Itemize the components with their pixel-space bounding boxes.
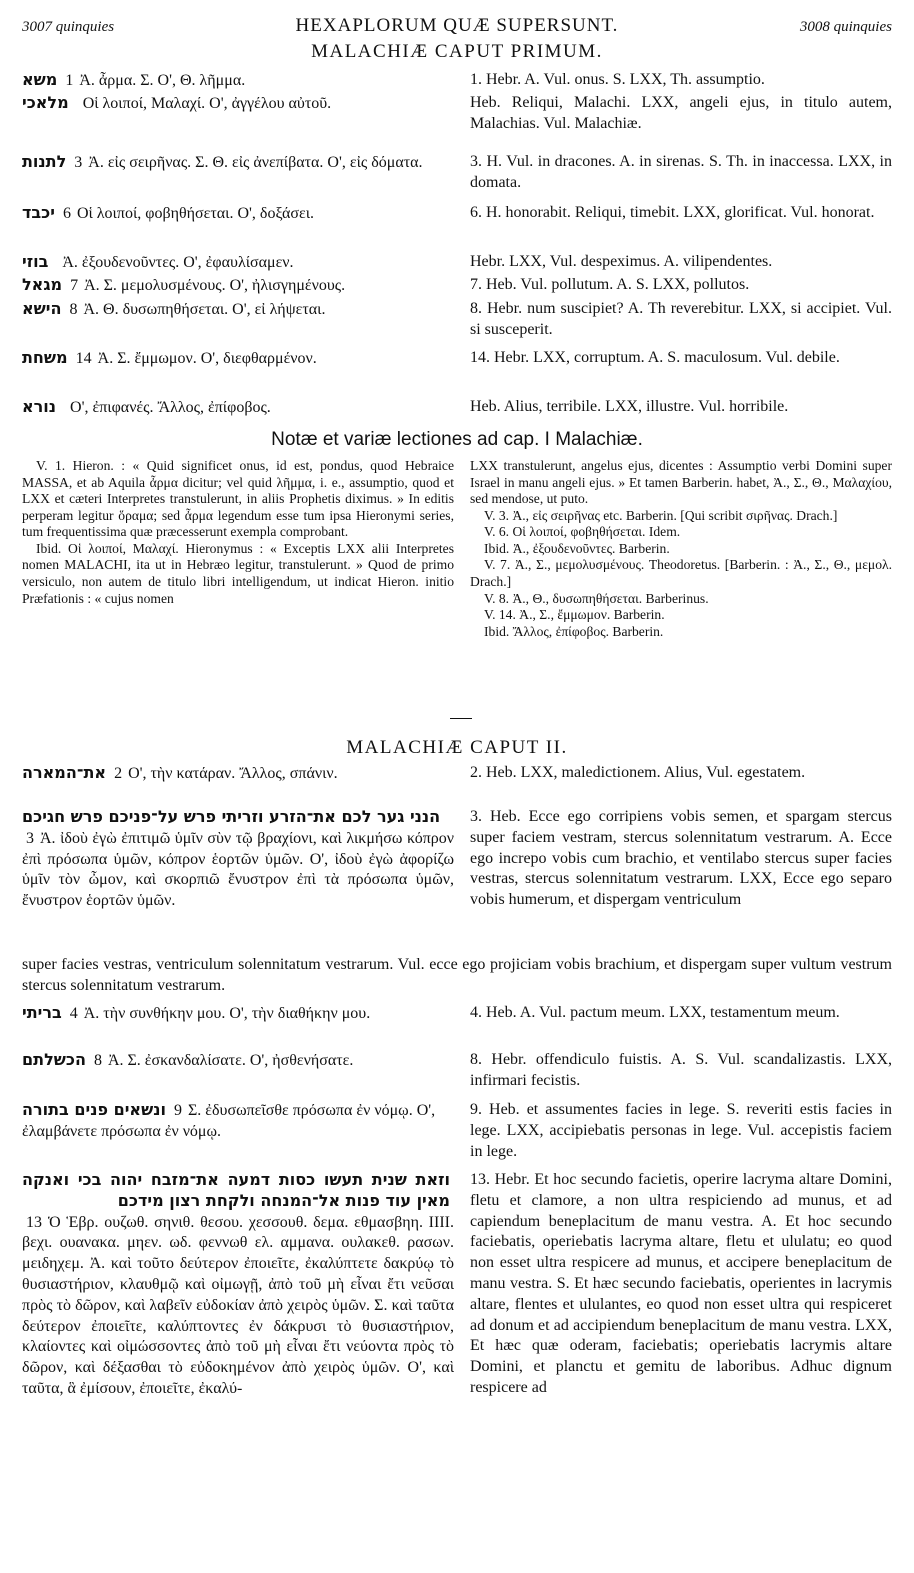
greek-reading: Ο', τὴν κατάραν. Ἄλλος, σπάνιν. — [128, 765, 338, 782]
greek-reading: Ἀ. Σ. ἔμμωμον. Ο', διεφθαρμένον. — [97, 350, 317, 367]
entry-latin: 7. Heb. Vul. pollutum. A. S. LXX, pollutos. — [470, 276, 750, 293]
verse-number: 13 — [26, 1213, 42, 1231]
section-divider — [450, 718, 472, 719]
entry-latin: 14. Hebr. LXX, corruptum. A. S. maculosum. Vul. debile. — [470, 349, 840, 366]
entry-greek — [22, 348, 454, 370]
entry-greek — [22, 252, 454, 274]
greek-reading: Ἀ. Σ. ἐσκανδαλίσατε. Ο', ἠσθενήσατε. — [107, 1052, 354, 1069]
entry-latin: Heb. Reliqui, Malachi. LXX, angeli ejus, in titulo autem, Malachias. Vul. Malachiæ. — [470, 94, 892, 132]
notes-right-column — [470, 458, 892, 640]
verse-number: 8 — [93, 1052, 102, 1069]
note-paragraph: LXX transtulerunt, angelus ejus, dicentes : Assumptio verbi Domini super Israel in manu angeli ejus. » Et tamen Barberin. habet, Ἀ., Σ., Θ., Μαλαχίου, sed mendose, ut puto. — [470, 458, 892, 507]
entry-latin: 2. Heb. LXX, maledictionem. Alius, Vul. egestatem. — [470, 764, 806, 781]
entry-greek — [22, 807, 454, 912]
chapter-title: MALACHIÆ CAPUT PRIMUM. — [311, 41, 603, 62]
entry-latin: 6. H. honorabit. Reliqui, timebit. LXX, glorificat. Vul. honorat. — [470, 204, 875, 221]
hebrew-lemma: מלאכי — [22, 93, 69, 112]
entry-latin: 4. Heb. A. Vul. pactum meum. LXX, testamentum meum. — [470, 1004, 840, 1021]
entry-latin: Heb. Alius, terribile. LXX, illustre. Vul. horribile. — [470, 398, 789, 415]
entry-latin: 3. H. Vul. in dracones. A. in sirenas. S. Th. in inaccessa. LXX, in domata. — [470, 153, 892, 191]
greek-reading: Ὁ Ἑβρ. ουζωθ. σηνιθ. θεσου. χεσσουθ. δεμα. εθμασβηη. ΙΙΙΙ. βεχι. ουανακα. μηεν. ωδ. φεννωθ ελ. αμμανα. ουλακεθ. ρασων. μειδηχεμ. Ἀ. καὶ τοῦτο δεύτερον ἐποιεῖτε, ἐκαλύπτετε δακρύῳ τὸ θυσιαστήριον, κλαυθμῷ καὶ οἰμωγῇ, ἀπὸ τοῦ μὴ εἶναι ἔτι νεῦσαι πρὸς τὸ δῶρον, καὶ λαβεῖν εὐδοκίαν ἀπὸ χειρὸς ὑμῶν. Σ. καὶ ταῦτα δεύτερον ἐποιεῖτε, καλύπτοντες ἐν δάκρυσι τὸ θυσιαστήριον, κλαίοντες καὶ οἰμώσσοντες ἀπὸ τοῦ μὴ εἶναι ἔτι νεύοντα πρὸς τὸ δῶρον, καὶ δέξασθαι τὸ εὐδοκημένον ἀπὸ χειρὸς ὑμῶν. Ο', καὶ ταῦτα, ἃ ἐμίσουν, ἐποιεῖτε, ἐκαλύ- — [22, 1213, 454, 1397]
hebrew-lemma: נורא — [22, 397, 57, 416]
greek-reading: Οἱ λοιποί, φοβηθήσεται. Ο', δοξάσει. — [76, 205, 315, 222]
greek-reading: Ἀ. Θ. δυσωπηθήσεται. Ο', εἰ λήψεται. — [83, 301, 326, 318]
notes-left-column — [22, 458, 454, 607]
entry-latin: 9. Heb. et assumentes facies in lege. S. reveriti estis facies in lege. LXX, accipiebatis personas in lege. Vul. accepistis faciem in lege. — [470, 1101, 892, 1160]
note-paragraph: V. 3. Ἀ., εἰς σειρῆνας etc. Barberin. [Qui scribit σιρῆνας. Drach.] — [484, 507, 838, 523]
greek-reading: Ἀ. ἰδοὺ ἐγὼ ἐπιτιμῶ ὑμῖν σὺν τῷ βραχίονι, καὶ λικμήσω κόπρον ἐπὶ πρόσωπα ὑμῶν, κόπρον ἑορτῶν ὑμῶν. Ο', ἰδοὺ ἐγὼ ἀφορίζω ὑμῖν τὸν ὦμον, καὶ σκορπιῶ ἔνυστρον ἐπὶ τὰ πρόσωπα ὑμῶν, ἔνυστρον ἑορτῶν ὑμῶν. — [22, 829, 454, 910]
entry-greek — [22, 1050, 454, 1072]
verse-number: 7 — [70, 277, 79, 294]
right-page-number: 3008 quinquies — [799, 19, 892, 35]
entry-greek — [22, 1003, 454, 1025]
hebrew-lemma: משא — [22, 70, 58, 89]
verse-number: 14 — [75, 350, 92, 367]
greek-reading: Ἀ. Σ. μεμολυσμένους. Ο', ἠλισγημένους. — [84, 277, 346, 294]
hebrew-lemma: הכשלתם — [22, 1050, 86, 1069]
verse-number: 9 — [173, 1102, 182, 1119]
entry-greek — [22, 397, 454, 419]
hebrew-lemma: לתנות — [22, 152, 67, 171]
verse-number: 8 — [69, 301, 78, 318]
greek-reading: Οἱ λοιποί, Μαλαχί. Ο', ἀγγέλου αὐτοῦ. — [82, 95, 332, 112]
greek-reading: Ἀ. τὴν συνθήκην μου. Ο', τὴν διαθήκην μου. — [83, 1005, 371, 1022]
hebrew-lemma: בריתי — [22, 1003, 62, 1022]
note-paragraph: V. 1. Hieron. : « Quid significet onus, id est, pondus, quod Hebraice MASSA, et ab Aquila ἆρμα dicitur; vel quid λῆμμα, i. e., assumptio, quod et LXX et cæteri Interpretes transtulerunt, in aliis Prophetis diximus. » In editis perperam legitur ὅραμα; sed ἆρμα legendum esse tum ipsa Hieronymi series, tum frequentissima quæ præcesserunt exempla comprobant. — [22, 458, 454, 540]
left-page-number: 3007 quinquies — [22, 19, 115, 35]
note-paragraph: V. 8. Ἀ., Θ., δυσωπηθήσεται. Barberinus. — [484, 590, 709, 606]
entry-greek — [22, 763, 454, 785]
verse-number: 2 — [114, 765, 123, 782]
entry-greek — [22, 152, 454, 174]
note-paragraph: Ibid. Ἄλλος, ἐπίφοβος. Barberin. — [484, 623, 664, 639]
hebrew-lemma: בוזי — [22, 252, 49, 271]
entry-latin: 13. Hebr. Et hoc secundo facietis, operire lacryma altare Domini, fletu et clamore, a non ultra respiciendo ad munus, et ad capiendum beneplacitum de manu vestra. A. Et hoc secundo faciebatis, operiebatis lacryma altare, fletu et ululatu; eo quod non esset ultra respicere ad munus, et accipere beneplacitum de manu vestra. S. Et hæc secundo faciebatis, operientes in lacrymis altare, flentes et ululantes, eo quod non esset ultra qui respiceret ad donum et ad accipiendum beneplacitum de manu vestra. LXX, Et hæc quæ oderam, faciebatis; operiebatis lacrymis altare Domini, et planctu et gemitu de laboribus. Adhuc dignum respicere ad — [470, 1171, 892, 1396]
entry-greek — [22, 1100, 454, 1143]
note-paragraph: V. 14. Ἀ., Σ., ἔμμωμον. Barberin. — [484, 607, 665, 623]
entry-latin: 3. Heb. Ecce ego corripiens vobis semen, et spargam stercus super faciem vestram, stercus solennitatum vestrarum. A. Ecce ego increpo vobis cum brachio, et ventilabo stercus super facies vestras, stercus solennitatum vestrarum. LXX, Ecce ego separo vobis humerum, et dispergam ventriculum — [470, 808, 892, 909]
note-paragraph: Ibid. Ἀ., ἐξουδενοῦντες. Barberin. — [484, 540, 670, 556]
greek-reading: Ο', ἐπιφανές. Ἄλλος, ἐπίφοβος. — [70, 399, 271, 416]
hebrew-lemma: וזאת שנית תעשו כסות דמעה את־מזבח יהוה בכי ואנקה מאין עוד פנות אל־המנחה ולקחת רצון מידכם — [22, 1170, 450, 1210]
entry-greek — [22, 1170, 454, 1400]
entry-latin: 8. Hebr. num suscipiet? A. Th reverebitur. LXX, si accipiet. Vul. si susceperit. — [470, 300, 892, 338]
entry-greek — [22, 70, 454, 92]
running-title: HEXAPLORUM QUÆ SUPERSUNT. — [295, 15, 619, 36]
notes-title: Notæ et variæ lectiones ad cap. I Malachiæ. — [271, 429, 643, 450]
entry-latin: Hebr. LXX, Vul. despeximus. A. vilipendentes. — [470, 253, 773, 270]
entry-latin: 8. Hebr. offendiculo fuistis. A. S. Vul. scandalizastis. LXX, infirmari fecistis. — [470, 1051, 892, 1089]
greek-reading: Ἀ. ἐξουδενοῦντες. Ο', ἐφαυλίσαμεν. — [62, 254, 294, 271]
entry-greek — [22, 203, 454, 225]
verse-number: 3 — [74, 154, 83, 171]
running-header — [22, 14, 892, 39]
hebrew-lemma: הנני גער לכם את־הזרע וזריתי פרש על־פניכם פרש חגיכם — [22, 807, 441, 826]
verse-number: 1 — [65, 72, 74, 89]
note-paragraph: V. 6. Οἱ λοιποί, φοβηθήσεται. Idem. — [484, 524, 681, 540]
entry-greek — [22, 299, 454, 321]
verse-number: 4 — [69, 1005, 78, 1022]
greek-reading: Ἀ. εἰς σειρῆνας. Σ. Θ. εἰς ἀνεπίβατα. Ο', εἰς δόματα. — [88, 154, 423, 171]
entry-greek — [22, 275, 454, 297]
hebrew-lemma: משחת — [22, 348, 68, 367]
greek-reading: Σ. ἐδυσωπεῖσθε πρόσωπα ἐν νόμῳ. Ο', ἐλαμβάνετε πρόσωπα ἐν νόμῳ. — [22, 1102, 436, 1140]
hebrew-lemma: את־המארה — [22, 763, 107, 782]
hebrew-lemma: הישא — [22, 299, 62, 318]
verse-number: 3 — [26, 829, 34, 847]
chapter-title: MALACHIÆ CAPUT II. — [346, 737, 568, 758]
note-paragraph: Ibid. Οἱ λοιποί, Μαλαχί. Hieronymus : « Exceptis LXX alii Interpretes nomen MALACHI, ita ut in Hebræo legitur, transtulerunt. » Quod de primo versiculo, non autem de titulo libri intelligendum, ut indicat Hieron. initio Præfationis : « cujus nomen — [22, 540, 454, 606]
hebrew-lemma: ונשאים פנים בתורה — [22, 1100, 166, 1119]
note-paragraph: V. 7. Ἀ., Σ., μεμολυσμένους. Theodoretus. [Barberin. : Ἀ., Σ., Θ., μεμολ. Drach.] — [470, 557, 892, 590]
verse-number: 6 — [62, 205, 71, 222]
entry-greek — [22, 93, 454, 115]
hebrew-lemma: יכבד — [22, 203, 55, 222]
hebrew-lemma: מגאל — [22, 275, 63, 294]
greek-reading: Ἀ. ἆρμα. Σ. Ο', Θ. λῆμμα. — [79, 72, 246, 89]
entry-continuation: super facies vestras, ventriculum solennitatum vestrarum. Vul. ecce ego projiciam vobis brachium, et dispergam super vultum vestrum stercus solennitatum vestrarum. — [22, 956, 892, 994]
entry-latin: 1. Hebr. A. Vul. onus. S. LXX, Th. assumptio. — [470, 71, 765, 88]
